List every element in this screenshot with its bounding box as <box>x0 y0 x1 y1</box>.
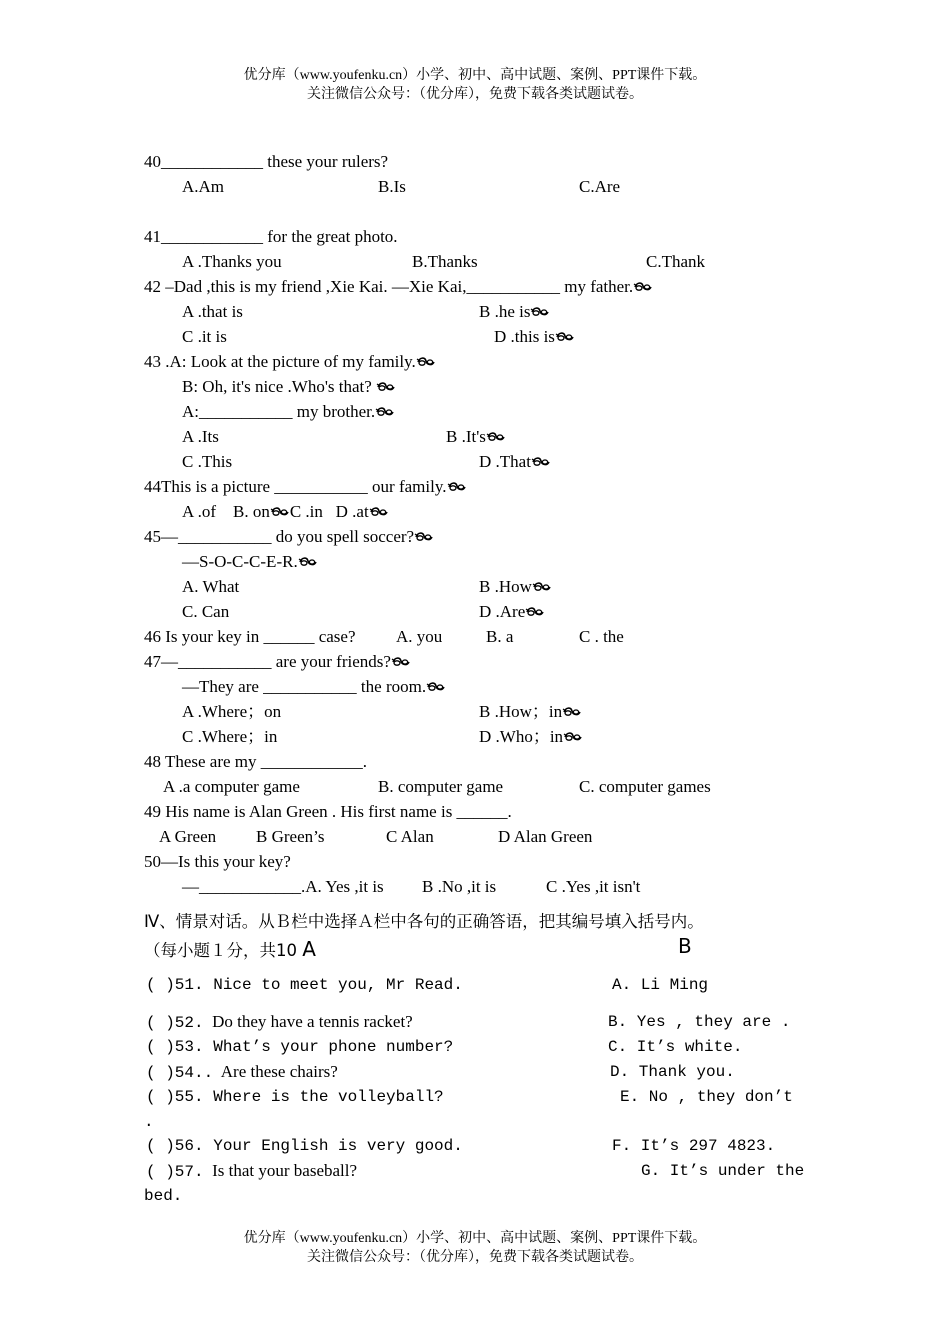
q44-options <box>182 501 389 523</box>
dialog-item-51: ( )51. Nice to meet you, Mr Read. <box>146 976 463 994</box>
q46-stem: 46 Is your key in ______ case? <box>144 627 356 646</box>
q46-option-b: B. a <box>486 627 514 646</box>
swirl-icon <box>633 281 653 293</box>
q47-option-d-line <box>479 726 583 748</box>
q40-option-b: B.Is <box>378 177 406 196</box>
dialog-item-57 <box>146 1160 357 1183</box>
q46-option-c: C . the <box>579 627 624 646</box>
swirl-icon <box>532 581 552 593</box>
q44-stem: 44This is a picture ___________ our family. <box>144 477 447 496</box>
dialog-answer-a: A. Li Ming <box>612 976 709 994</box>
section-4-scoring: （每小题１分，共10 <box>144 941 297 960</box>
swirl-icon <box>563 731 583 743</box>
q43-option-d-line <box>479 451 551 473</box>
swirl-icon <box>376 381 396 393</box>
q45-option-b-line <box>479 576 552 598</box>
swirl-icon <box>270 506 290 518</box>
q47-stem: 47—___________ are your friends? <box>144 652 391 671</box>
q43-dialog-a: A:___________ my brother. <box>182 402 376 421</box>
q42-option-d: D .this is <box>494 327 555 346</box>
swirl-icon <box>414 531 434 543</box>
swirl-icon <box>531 456 551 468</box>
q43-option-a: A .Its <box>182 427 219 446</box>
dialog-item-54-number: ( )54.. <box>146 1064 214 1082</box>
swirl-icon <box>369 506 389 518</box>
q42-option-d-line <box>494 326 575 348</box>
dialog-item-55: ( )55. Where is the volleyball? <box>146 1088 444 1106</box>
q43-option-d: D .That <box>479 452 531 471</box>
q46-option-a: A. you <box>396 627 443 646</box>
page-header-line-2: 关注微信公众号：（优分库），免费下载各类试题试卷。 <box>307 87 643 102</box>
q42-stem: 42 –Dad ,this is my friend ,Xie Kai. —Xie Kai,___________ my father. <box>144 277 634 296</box>
dialog-item-53: ( )53. What’s your phone number? <box>146 1038 454 1056</box>
q43-option-b-line <box>446 426 506 448</box>
q50-line-2: —____________.A. Yes ,it is <box>182 877 384 896</box>
q45-option-a: A. What <box>182 577 240 596</box>
q48-option-c: C. computer games <box>579 777 711 796</box>
q43-option-c: C .This <box>182 452 233 471</box>
q45-answer: —S-O-C-C-E-R. <box>182 552 298 571</box>
q40-stem: 40____________ these your rulers? <box>144 152 389 171</box>
q44-option-b: B. on <box>233 502 270 521</box>
q49-option-b: B Green’s <box>256 827 325 846</box>
q42-option-b-line <box>479 301 550 323</box>
q42-line <box>144 276 653 298</box>
q40-option-c: C.Are <box>579 177 621 196</box>
dialog-answer-g: G. It’s under the <box>641 1162 805 1180</box>
section-4-title: Ⅳ、情景对话。从Ｂ栏中选择Ａ栏中各句的正确答语，把其编号填入括号内。 <box>144 912 704 931</box>
q49-stem: 49 His name is Alan Green . His first name is ______. <box>144 802 512 821</box>
q41-option-a: A .Thanks you <box>182 252 282 271</box>
swirl-icon <box>416 356 436 368</box>
q41-option-b: B.Thanks <box>412 252 478 271</box>
dialog-item-52 <box>146 1011 413 1034</box>
q45-stem: 45—___________ do you spell soccer? <box>144 527 415 546</box>
q50-stem: 50—Is this your key? <box>144 852 291 871</box>
column-a-heading: A <box>302 937 316 961</box>
swirl-icon <box>555 331 575 343</box>
swirl-icon <box>562 706 582 718</box>
q47-option-b: B .How；in <box>479 702 563 721</box>
dialog-item-54 <box>146 1061 338 1084</box>
dialog-answer-c: C. It’s white. <box>608 1038 743 1056</box>
dialog-answer-e-continued: . <box>144 1113 154 1131</box>
q44-option-d: D .at <box>335 502 369 521</box>
q45-option-c: C. Can <box>182 602 230 621</box>
q42-option-b: B .he is <box>479 302 531 321</box>
q41-stem: 41____________ for the great photo. <box>144 227 398 246</box>
swirl-icon <box>486 431 506 443</box>
swirl-icon <box>375 406 395 418</box>
swirl-icon <box>525 606 545 618</box>
q48-stem: 48 These are my ____________. <box>144 752 368 771</box>
q44-option-c: C .in <box>289 502 323 521</box>
q47-line-2 <box>182 676 446 698</box>
q50-option-c: C .Yes ,it isn't <box>546 877 641 896</box>
q43-line-2 <box>182 376 396 398</box>
dialog-answer-f: F. It’s 297 4823. <box>612 1137 776 1155</box>
q45-line-2 <box>182 551 318 573</box>
dialog-item-52-text: Do they have a tennis racket? <box>212 1012 413 1031</box>
q43-line-3 <box>182 401 395 423</box>
q43-dialog-b: B: Oh, it's nice .Who's that? <box>182 377 372 396</box>
q44-option-a: A .of <box>182 502 216 521</box>
q47-answer: —They are ___________ the room. <box>182 677 427 696</box>
q41-option-c: C.Thank <box>646 252 706 271</box>
q47-line <box>144 651 411 673</box>
q44-line <box>144 476 467 498</box>
dialog-item-57-text: Is that your baseball? <box>212 1161 358 1180</box>
page-footer-line-2: 关注微信公众号：（优分库），免费下载各类试题试卷。 <box>307 1250 643 1265</box>
q47-option-c: C .Where；in <box>182 727 278 746</box>
q45-option-b: B .How <box>479 577 532 596</box>
q48-option-a: A .a computer game <box>163 777 300 796</box>
dialog-item-54-text: Are these chairs? <box>220 1062 338 1081</box>
q49-option-d: D Alan Green <box>498 827 593 846</box>
swirl-icon <box>391 656 411 668</box>
q45-option-d: D .Are <box>479 602 526 621</box>
q50-option-b: B .No ,it is <box>422 877 497 896</box>
q47-option-a: A .Where；on <box>182 702 282 721</box>
q42-option-c: C .it is <box>182 327 227 346</box>
swirl-icon <box>447 481 467 493</box>
q43-option-b: B .It's <box>446 427 486 446</box>
dialog-item-52-number: ( )52. <box>146 1014 204 1032</box>
q49-option-a: A Green <box>159 827 217 846</box>
q45-option-d-line <box>479 601 545 623</box>
dialog-answer-d: D. Thank you. <box>610 1063 735 1081</box>
dialog-item-57-number: ( )57. <box>146 1163 204 1181</box>
q48-option-b: B. computer game <box>378 777 504 796</box>
dialog-item-56: ( )56. Your English is very good. <box>146 1137 463 1155</box>
dialog-answer-b: B. Yes , they are . <box>608 1013 791 1031</box>
q42-option-a: A .that is <box>182 302 243 321</box>
page-header-line-1: 优分库（www.youfenku.cn）小学、初中、高中试题、案例、PPT课件下载。 <box>243 68 707 83</box>
q40-option-a: A.Am <box>182 177 225 196</box>
q47-option-d: D .Who；in <box>479 727 564 746</box>
swirl-icon <box>530 306 550 318</box>
swirl-icon <box>426 681 446 693</box>
q49-option-c: C Alan <box>386 827 434 846</box>
q43-line-1 <box>144 351 436 373</box>
q47-option-b-line <box>479 701 582 723</box>
q45-line <box>144 526 434 548</box>
dialog-answer-g-continued: bed. <box>144 1187 183 1205</box>
page-footer-line-1: 优分库（www.youfenku.cn）小学、初中、高中试题、案例、PPT课件下载。 <box>243 1231 707 1246</box>
column-b-heading: B <box>678 934 692 958</box>
dialog-answer-e: E. No , they don’t <box>620 1088 793 1106</box>
q43-stem: 43 .A: Look at the picture of my family. <box>144 352 416 371</box>
section-4-subtitle <box>144 938 316 962</box>
swirl-icon <box>298 556 318 568</box>
